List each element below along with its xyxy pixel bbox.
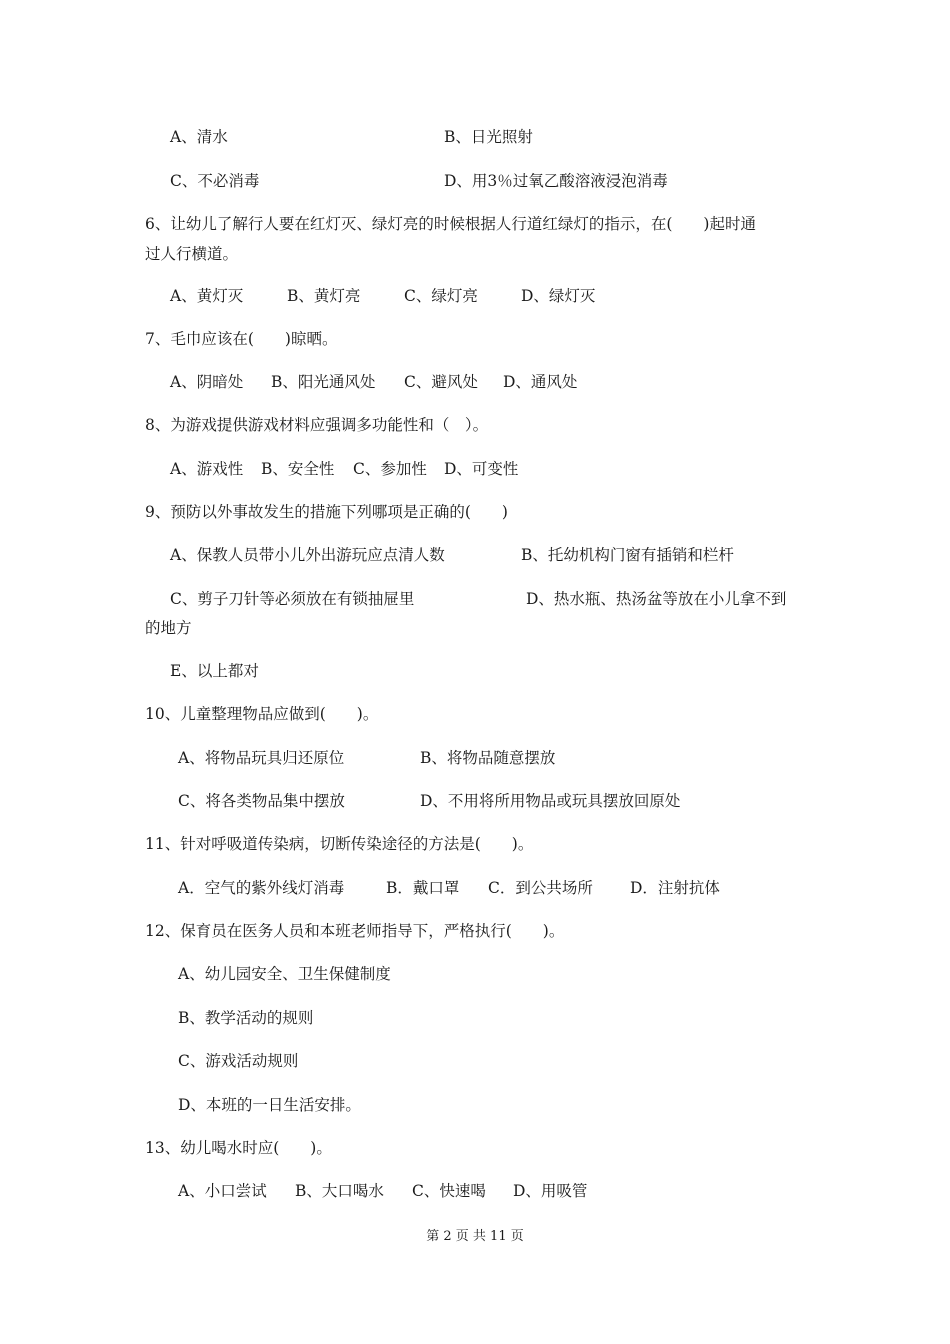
q12-option-a: A、幼儿园安全、卫生保健制度 — [178, 965, 391, 983]
q12-option-b: B、教学活动的规则 — [178, 1009, 314, 1027]
q7-stem: 7、毛巾应该在( )晾晒。 — [145, 330, 338, 348]
q6-option-a: A、黄灯灭 — [170, 287, 244, 305]
q6-stem-line2: 过人行横道。 — [145, 245, 239, 263]
q9-stem: 9、预防以外事故发生的措施下列哪项是正确的( ) — [145, 503, 508, 521]
q5-option-a: A、清水 — [170, 128, 228, 146]
q7-option-b: B、阳光通风处 — [271, 373, 376, 391]
q5-option-d: D、用3％过氧乙酸溶液浸泡消毒 — [444, 172, 668, 190]
q10-option-d: D、不用将所用物品或玩具摆放回原处 — [420, 792, 681, 810]
q6-option-b: B、黄灯亮 — [287, 287, 361, 305]
q10-option-b: B、将物品随意摆放 — [420, 749, 556, 767]
q12-option-d: D、本班的一日生活安排。 — [178, 1096, 361, 1114]
q10-stem: 10、儿童整理物品应做到( )。 — [145, 705, 379, 723]
q9-option-a: A、保教人员带小儿外出游玩应点清人数 — [170, 546, 445, 564]
q9-option-d-line1: D、热水瓶、热汤盆等放在小儿拿不到 — [526, 590, 787, 608]
q10-option-a: A、将物品玩具归还原位 — [178, 749, 345, 767]
q5-option-b: B、日光照射 — [444, 128, 533, 146]
q11-option-a: A．空气的紫外线灯消毒 — [178, 879, 345, 897]
q6-option-d: D、绿灯灭 — [521, 287, 596, 305]
q12-option-c: C、游戏活动规则 — [178, 1052, 299, 1070]
q7-option-d: D、通风处 — [503, 373, 578, 391]
q6-option-c: C、绿灯亮 — [404, 287, 478, 305]
q6-stem-line1: 6、让幼儿了解行人要在红灯灭、绿灯亮的时候根据人行道红绿灯的指示，在( )起时通 — [145, 215, 756, 233]
q8-option-a: A、游戏性 — [170, 460, 244, 478]
q8-option-d: D、可变性 — [444, 460, 519, 478]
q12-stem: 12、保育员在医务人员和本班老师指导下，严格执行( )。 — [145, 922, 565, 940]
q13-option-a: A、小口尝试 — [178, 1182, 267, 1200]
q9-option-d-line2: 的地方 — [145, 619, 192, 637]
q11-stem: 11、针对呼吸道传染病，切断传染途径的方法是( )。 — [145, 835, 534, 853]
q7-option-a: A、阴暗处 — [170, 373, 244, 391]
q13-stem: 13、幼儿喝水时应( )。 — [145, 1139, 332, 1157]
q9-option-b: B、托幼机构门窗有插销和栏杆 — [521, 546, 734, 564]
page-footer: 第 2 页 共 11 页 — [426, 1229, 524, 1244]
q8-option-b: B、安全性 — [261, 460, 335, 478]
q11-option-b: B．戴口罩 — [386, 879, 460, 897]
q13-option-b: B、大口喝水 — [295, 1182, 384, 1200]
q8-option-c: C、参加性 — [353, 460, 427, 478]
q10-option-c: C、将各类物品集中摆放 — [178, 792, 345, 810]
q13-option-d: D、用吸管 — [513, 1182, 588, 1200]
q9-option-c: C、剪子刀针等必须放在有锁抽屉里 — [170, 590, 415, 608]
q13-option-c: C、快速喝 — [412, 1182, 486, 1200]
q5-option-c: C、不必消毒 — [170, 172, 260, 190]
q7-option-c: C、避风处 — [404, 373, 478, 391]
q8-stem: 8、为游戏提供游戏材料应强调多功能性和（ ）。 — [145, 416, 489, 434]
q11-option-d: D．注射抗体 — [630, 879, 720, 897]
q9-option-e: E、以上都对 — [170, 662, 259, 680]
q11-option-c: C．到公共场所 — [488, 879, 593, 897]
